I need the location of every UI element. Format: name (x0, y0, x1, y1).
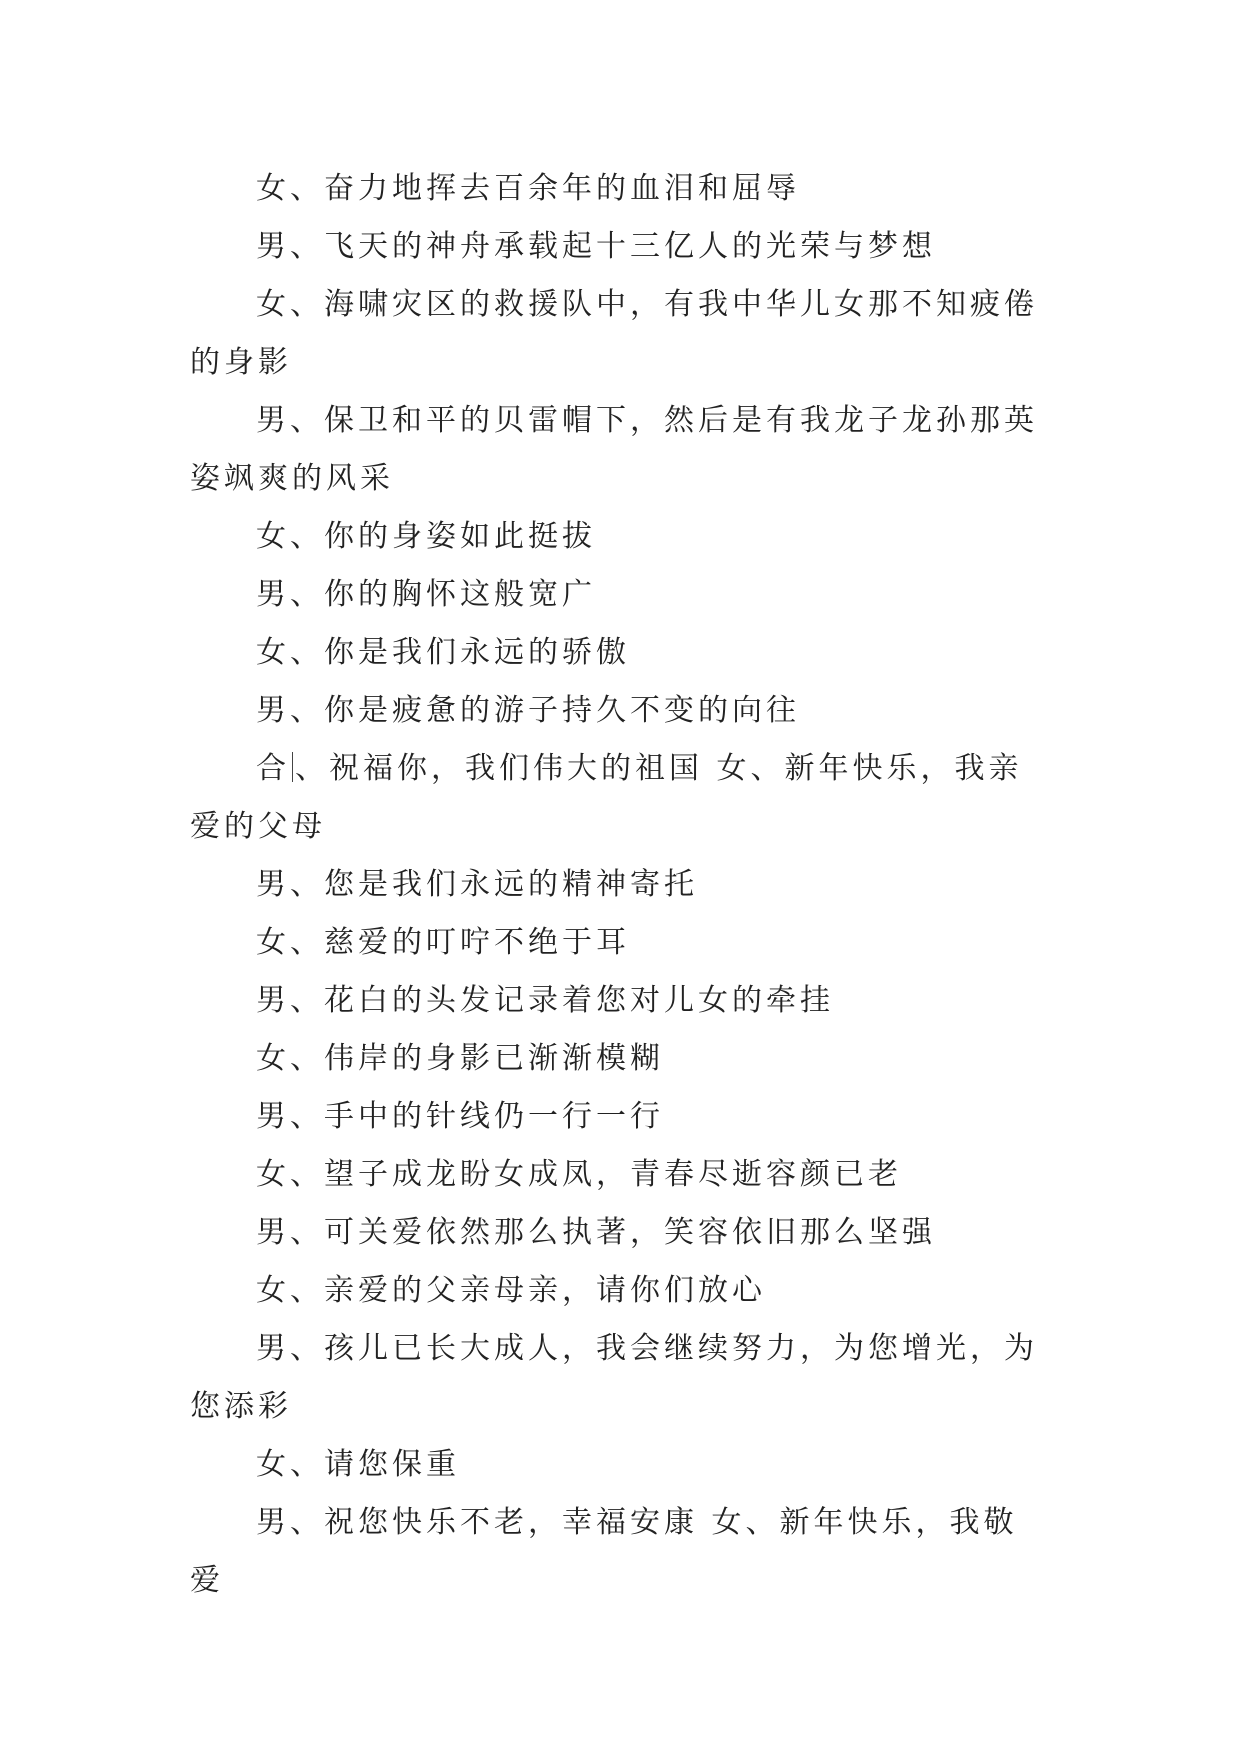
paragraph: 女、望子成龙盼女成凤，青春尽逝容颜已老 (256, 1157, 902, 1192)
paragraph: 男、花白的头发记录着您对儿女的牵挂 (256, 983, 834, 1018)
paragraph: 男、保卫和平的贝雷帽下，然后是有我龙子龙孙那英姿飒爽的风采 (190, 403, 1038, 496)
paragraph (190, 740, 1050, 856)
paragraph: 女、伟岸的身影已渐渐模糊 (256, 1041, 664, 1076)
paragraph: 男、飞天的神舟承载起十三亿人的光荣与梦想 (256, 229, 936, 264)
paragraph: 男、手中的针线仍一行一行 (256, 1099, 664, 1134)
paragraph: 女、海啸灾区的救援队中，有我中华儿女那不知疲倦的身影 (190, 287, 1038, 380)
chorus-text: 、祝福你，我们伟大的祖国 女、新年快乐，我亲爱的父母 (190, 751, 1023, 844)
paragraph: 男、可关爱依然那么执著，笑容依旧那么坚强 (256, 1215, 936, 1250)
chorus-prefix: 合 (256, 751, 290, 786)
paragraph: 女、奋力地挥去百余年的血泪和屈辱 (256, 171, 800, 206)
paragraph: 男、您是我们永远的精神寄托 (256, 867, 698, 902)
paragraph: 女、亲爱的父亲母亲，请你们放心 (256, 1273, 766, 1308)
paragraph: 男、你是疲惫的游子持久不变的向往 (256, 693, 800, 728)
document-body (190, 160, 1050, 1610)
paragraph: 男、孩儿已长大成人，我会继续努力，为您增光，为您添彩 (190, 1331, 1038, 1424)
text-cursor (292, 752, 293, 782)
paragraph: 女、请您保重 (256, 1447, 460, 1482)
paragraph: 女、你是我们永远的骄傲 (256, 635, 630, 670)
paragraph: 女、你的身姿如此挺拔 (256, 519, 596, 554)
paragraph: 男、你的胸怀这般宽广 (256, 577, 596, 612)
paragraph: 男、祝您快乐不老，幸福安康 女、新年快乐，我敬爱 (190, 1505, 1018, 1598)
paragraph: 女、慈爱的叮咛不绝于耳 (256, 925, 630, 960)
